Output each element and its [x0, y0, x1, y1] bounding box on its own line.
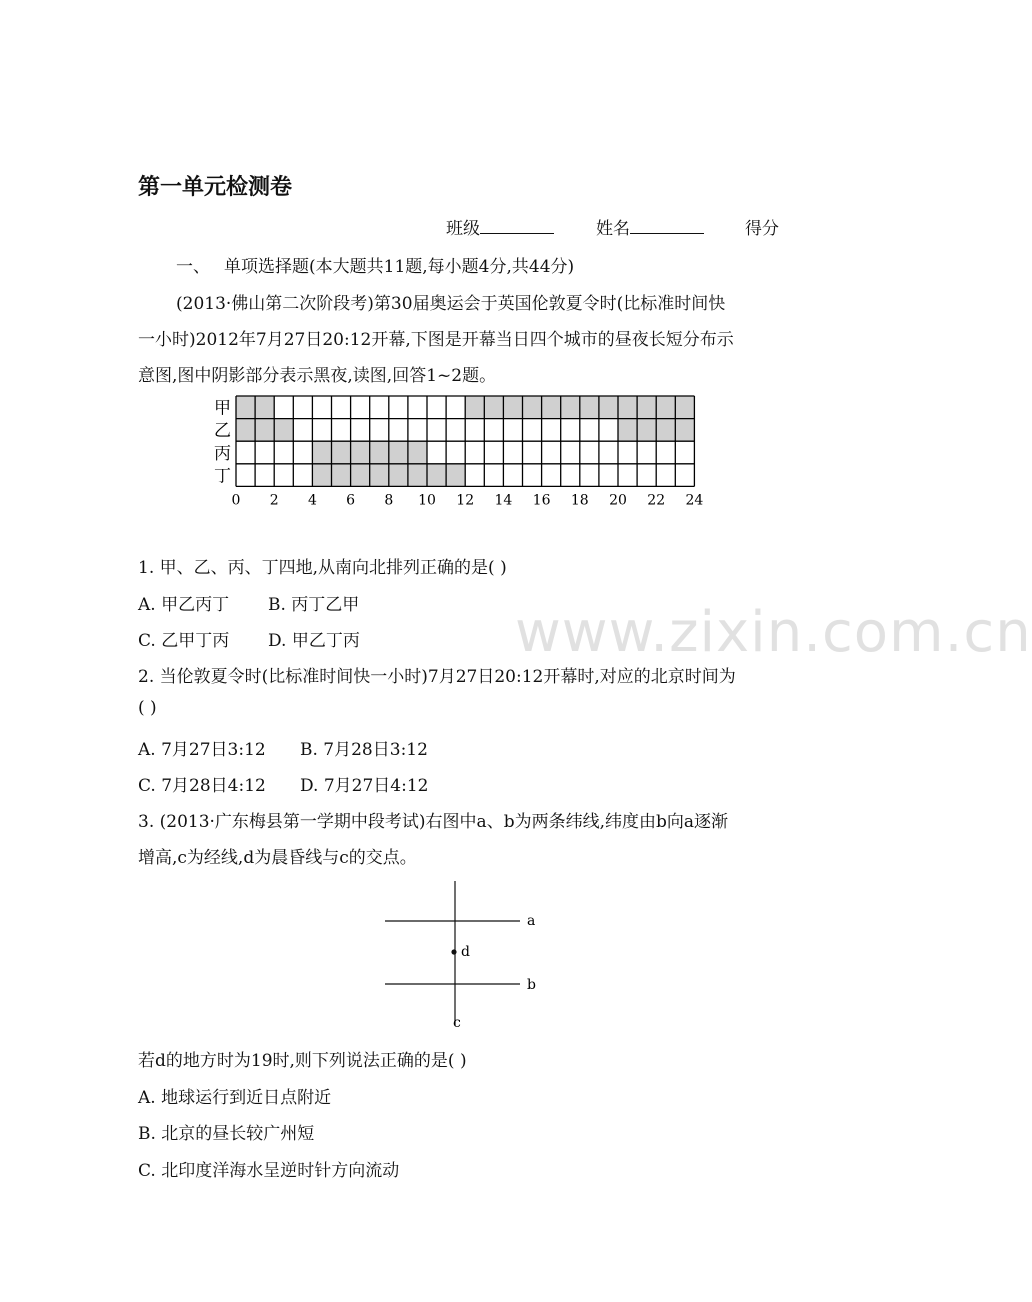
night-cell [484, 396, 503, 419]
day-cell [637, 441, 656, 464]
night-cell [255, 419, 274, 442]
night-cell [236, 419, 255, 442]
day-cell [312, 396, 331, 419]
day-cell [293, 441, 312, 464]
name-label: 姓名 [596, 219, 630, 239]
x-tick-label: 10 [418, 492, 436, 509]
day-cell [255, 464, 274, 487]
day-cell [427, 396, 446, 419]
q3-option-b: B. 北京的昼长较广州短 [138, 1124, 315, 1144]
q1-stem: 1. 甲、乙、丙、丁四地,从南向北排列正确的是( ) [138, 558, 507, 578]
night-cell [465, 396, 484, 419]
night-cell [656, 419, 675, 442]
x-tick-label: 22 [647, 492, 666, 509]
q1-option-d: D. 甲乙丁丙 [268, 631, 360, 651]
day-cell [523, 464, 542, 487]
day-cell [408, 396, 427, 419]
day-cell [599, 441, 618, 464]
row-label: 丙 [214, 443, 231, 464]
x-tick-label: 12 [456, 492, 475, 509]
night-cell [446, 464, 465, 487]
x-tick-label: 24 [685, 492, 704, 509]
section-number: 一、 [176, 257, 210, 277]
q1-option-c: C. 乙甲丁丙 [138, 631, 230, 651]
night-cell [332, 441, 351, 464]
night-cell [312, 464, 331, 487]
x-tick-label: 16 [532, 492, 551, 509]
intro-line-3: 意图,图中阴影部分表示黑夜,读图,回答1~2题。 [138, 366, 497, 386]
q2-option-d: D. 7月27日4:12 [300, 776, 429, 796]
night-cell [332, 464, 351, 487]
chart-row-labels [214, 399, 231, 487]
row-label: 甲 [214, 398, 231, 419]
night-cell [523, 396, 542, 419]
q3-option-a: A. 地球运行到近日点附近 [138, 1088, 332, 1108]
x-tick-label: 6 [346, 492, 356, 509]
day-cell [312, 419, 331, 442]
day-cell [274, 441, 293, 464]
day-cell [656, 441, 675, 464]
night-cell [637, 396, 656, 419]
x-tick-label: 14 [494, 492, 513, 509]
day-cell [656, 464, 675, 487]
day-cell [446, 419, 465, 442]
night-cell [274, 419, 293, 442]
q3-line-1: 3. (2013·广东梅县第一学期中段考试)右图中a、b为两条纬线,纬度由b向a逐渐 [138, 812, 728, 832]
q3-line-2: 增高,c为经线,d为晨昏线与c的交点。 [138, 848, 417, 868]
q2-option-c: C. 7月28日4:12 [138, 776, 266, 796]
day-cell [274, 396, 293, 419]
q2-paren: ( ) [138, 698, 157, 718]
x-tick-label: 4 [307, 492, 317, 509]
night-cell [351, 464, 370, 487]
day-cell [293, 396, 312, 419]
q3-stem: 若d的地方时为19时,则下列说法正确的是( ) [138, 1051, 467, 1071]
day-cell [580, 419, 599, 442]
night-cell [408, 464, 427, 487]
day-cell [408, 419, 427, 442]
x-tick-label: 18 [570, 492, 589, 509]
night-cell [675, 396, 694, 419]
night-cell [618, 419, 637, 442]
day-cell [484, 441, 503, 464]
chart-x-ticks [232, 492, 704, 508]
night-cell [637, 419, 656, 442]
page-title: 第一单元检测卷 [138, 175, 293, 200]
day-cell [580, 464, 599, 487]
label-d: d [461, 944, 470, 960]
watermark: www.zixin.com.cn [515, 600, 1032, 665]
day-cell [351, 396, 370, 419]
day-cell [523, 441, 542, 464]
day-cell [351, 419, 370, 442]
x-tick-label: 0 [231, 492, 241, 509]
x-tick-label: 20 [609, 492, 627, 509]
day-cell [446, 396, 465, 419]
day-cell [389, 419, 408, 442]
night-cell [389, 464, 408, 487]
day-cell [332, 396, 351, 419]
row-label: 丁 [214, 466, 231, 487]
name-field [596, 214, 704, 239]
q2-option-b: B. 7月28日3:12 [300, 740, 428, 760]
night-cell [255, 396, 274, 419]
day-cell [236, 441, 255, 464]
day-cell [542, 464, 561, 487]
day-cell [561, 441, 580, 464]
day-cell [484, 419, 503, 442]
name-blank [630, 217, 704, 234]
x-tick-label: 2 [269, 492, 279, 509]
day-cell [675, 441, 694, 464]
day-cell [465, 441, 484, 464]
day-cell [637, 464, 656, 487]
day-cell [561, 419, 580, 442]
label-a: a [527, 913, 536, 929]
class-blank [480, 217, 554, 234]
q1-option-b: B. 丙丁乙甲 [268, 595, 360, 615]
night-cell [618, 396, 637, 419]
night-cell [389, 441, 408, 464]
day-cell [465, 464, 484, 487]
day-cell [236, 464, 255, 487]
day-night-chart [210, 390, 710, 510]
class-label: 班级 [446, 219, 480, 239]
day-cell [293, 419, 312, 442]
day-cell [427, 419, 446, 442]
latitude-diagram [375, 875, 555, 1035]
night-cell [656, 396, 675, 419]
night-cell [351, 441, 370, 464]
day-cell [675, 464, 694, 487]
day-cell [599, 419, 618, 442]
day-cell [332, 419, 351, 442]
section-title: 单项选择题(本大题共11题,每小题4分,共44分) [224, 257, 575, 277]
day-cell [427, 441, 446, 464]
day-cell [561, 464, 580, 487]
day-cell [503, 419, 522, 442]
night-cell [236, 396, 255, 419]
intro-line-1: (2013·佛山第二次阶段考)第30届奥运会于英国伦敦夏令时(比标准时间快 [176, 294, 726, 314]
day-cell [389, 396, 408, 419]
day-cell [542, 419, 561, 442]
day-cell [618, 441, 637, 464]
day-cell [370, 396, 389, 419]
night-cell [599, 396, 618, 419]
night-cell [675, 419, 694, 442]
q2-stem: 2. 当伦敦夏令时(比标准时间快一小时)7月27日20:12开幕时,对应的北京时间为 [138, 667, 736, 687]
day-cell [465, 419, 484, 442]
night-cell [408, 441, 427, 464]
q1-option-a: A. 甲乙丙丁 [138, 595, 230, 615]
night-cell [427, 464, 446, 487]
x-tick-label: 8 [384, 492, 394, 509]
night-cell [503, 396, 522, 419]
day-cell [274, 464, 293, 487]
night-cell [312, 441, 331, 464]
day-cell [618, 464, 637, 487]
day-cell [484, 464, 503, 487]
day-cell [503, 464, 522, 487]
label-c: c [453, 1015, 461, 1031]
day-cell [580, 441, 599, 464]
day-cell [370, 419, 389, 442]
score-label: 得分 [745, 219, 779, 239]
day-cell [446, 441, 465, 464]
q3-option-c: C. 北印度洋海水呈逆时针方向流动 [138, 1161, 400, 1181]
night-cell [370, 441, 389, 464]
night-cell [561, 396, 580, 419]
night-cell [542, 396, 561, 419]
label-b: b [527, 977, 536, 993]
day-cell [503, 441, 522, 464]
day-cell [599, 464, 618, 487]
point-d [451, 949, 456, 954]
row-label: 乙 [214, 421, 231, 442]
day-cell [523, 419, 542, 442]
q2-option-a: A. 7月27日3:12 [138, 740, 266, 760]
day-cell [542, 441, 561, 464]
class-field [446, 214, 554, 239]
intro-line-2: 一小时)2012年7月27日20:12开幕,下图是开幕当日四个城市的昼夜长短分布示 [138, 330, 734, 350]
night-cell [370, 464, 389, 487]
day-cell [293, 464, 312, 487]
night-cell [580, 396, 599, 419]
day-cell [255, 441, 274, 464]
